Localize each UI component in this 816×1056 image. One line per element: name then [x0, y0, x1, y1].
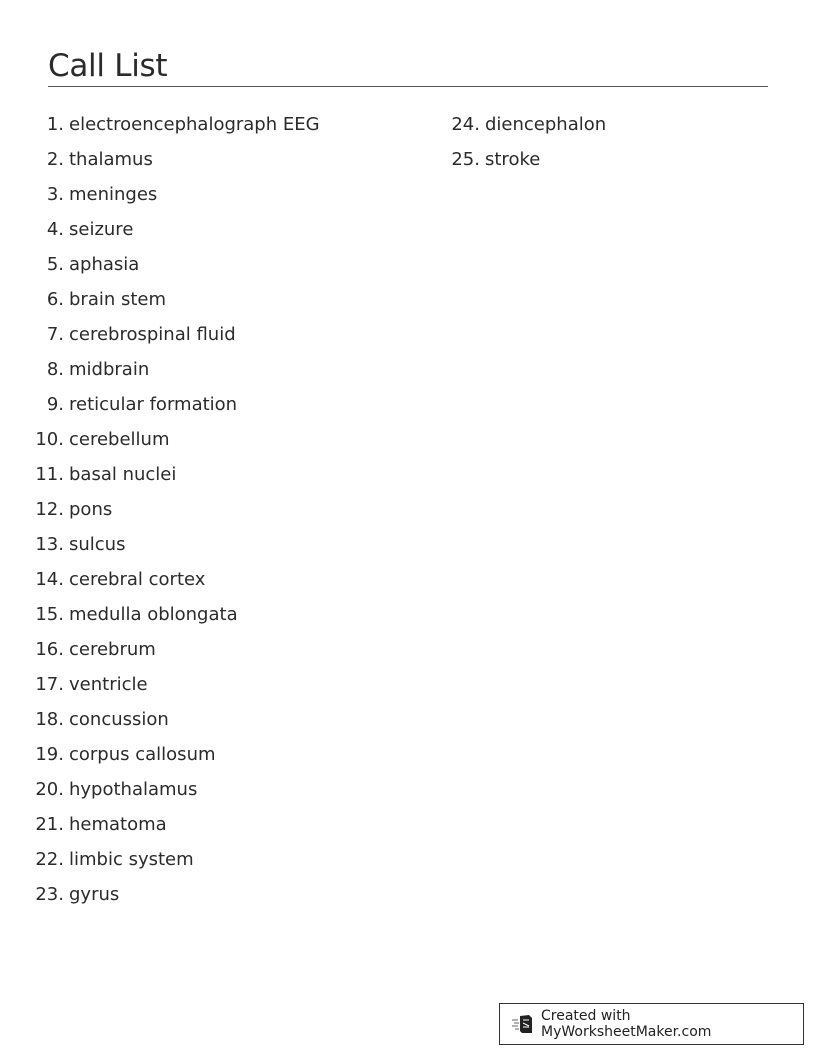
list-item [0, 776, 420, 811]
item-number: 16. [35, 639, 64, 660]
item-text: cerebrum [69, 639, 156, 660]
list-item [0, 251, 420, 286]
item-text: reticular formation [69, 394, 238, 415]
list-item [0, 321, 420, 356]
list-item [0, 846, 420, 881]
item-text: pons [69, 499, 113, 520]
list-item [420, 146, 800, 181]
list-item [0, 216, 420, 251]
list-item [0, 391, 420, 426]
item-text: sulcus [69, 534, 126, 555]
item-text: hematoma [69, 814, 167, 835]
list-item [0, 601, 420, 636]
item-number: 21. [35, 814, 64, 835]
item-text: cerebral cortex [69, 569, 206, 590]
item-number: 20. [35, 779, 64, 800]
item-text: meninges [69, 184, 158, 205]
item-number: 22. [35, 849, 64, 870]
item-number: 5. [46, 254, 64, 275]
item-text: electroencephalograph EEG [69, 114, 320, 135]
item-number: 7. [46, 324, 64, 345]
item-number: 17. [35, 674, 64, 695]
item-number: 9. [46, 394, 64, 415]
worksheet-logo-icon [512, 1014, 534, 1034]
item-text: brain stem [69, 289, 167, 310]
item-number: 1. [46, 114, 64, 135]
item-number: 3. [46, 184, 64, 205]
list-item [0, 356, 420, 391]
item-text: stroke [485, 149, 541, 170]
item-number: 24. [451, 114, 480, 135]
item-number: 8. [46, 359, 64, 380]
list-item [0, 881, 420, 916]
item-text: ventricle [69, 674, 148, 695]
list-item [0, 111, 420, 146]
list-item [0, 531, 420, 566]
item-number: 15. [35, 604, 64, 625]
item-number: 10. [35, 429, 64, 450]
list-item [0, 636, 420, 671]
list-item [0, 811, 420, 846]
item-text: midbrain [69, 359, 150, 380]
list-item [0, 566, 420, 601]
item-number: 25. [451, 149, 480, 170]
item-text: aphasia [69, 254, 140, 275]
item-text: cerebellum [69, 429, 170, 450]
item-text: thalamus [69, 149, 153, 170]
footer-text: Created with MyWorksheetMaker.com [541, 1008, 712, 1040]
item-number: 13. [35, 534, 64, 555]
item-number: 19. [35, 744, 64, 765]
item-number: 2. [46, 149, 64, 170]
item-text: concussion [69, 709, 169, 730]
list-item [0, 181, 420, 216]
item-text: basal nuclei [69, 464, 177, 485]
list-column-1 [0, 111, 420, 916]
item-number: 14. [35, 569, 64, 590]
item-text: cerebrospinal fluid [69, 324, 236, 345]
list-column-2 [420, 111, 800, 181]
footer-badge[interactable] [499, 1003, 804, 1045]
page-title: Call List [48, 48, 168, 84]
item-text: medulla oblongata [69, 604, 238, 625]
item-number: 12. [35, 499, 64, 520]
list-item [0, 496, 420, 531]
list-item [0, 706, 420, 741]
item-text: gyrus [69, 884, 120, 905]
item-text: hypothalamus [69, 779, 198, 800]
title-divider [48, 86, 768, 87]
item-number: 23. [35, 884, 64, 905]
list-item [0, 741, 420, 776]
list-item [420, 111, 800, 146]
item-text: limbic system [69, 849, 194, 870]
item-number: 6. [46, 289, 64, 310]
list-item [0, 426, 420, 461]
item-number: 11. [35, 464, 64, 485]
list-item [0, 146, 420, 181]
list-item [0, 461, 420, 496]
list-item [0, 286, 420, 321]
item-number: 4. [46, 219, 64, 240]
item-number: 18. [35, 709, 64, 730]
item-text: seizure [69, 219, 134, 240]
item-text: corpus callosum [69, 744, 216, 765]
list-item [0, 671, 420, 706]
item-text: diencephalon [485, 114, 607, 135]
